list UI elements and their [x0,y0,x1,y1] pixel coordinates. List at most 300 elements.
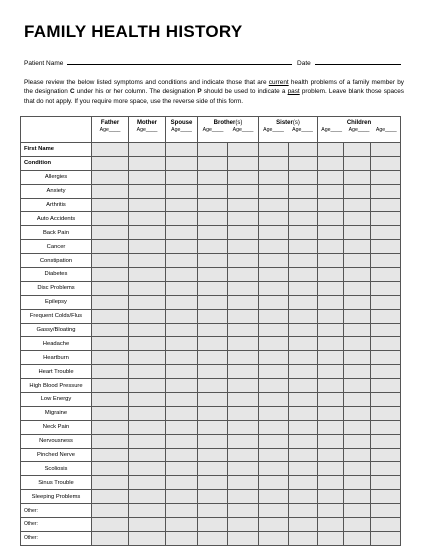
entry-cell[interactable] [344,462,371,476]
entry-cell[interactable] [259,226,289,240]
entry-cell[interactable] [344,240,371,254]
entry-cell[interactable] [344,226,371,240]
entry-cell[interactable] [228,295,259,309]
entry-cell[interactable] [289,281,318,295]
entry-cell[interactable] [344,379,371,393]
entry-cell[interactable] [129,309,166,323]
entry-cell[interactable] [318,379,344,393]
entry-cell[interactable] [318,420,344,434]
entry-cell[interactable] [129,518,166,532]
entry-cell[interactable] [92,476,129,490]
entry-cell[interactable] [371,504,401,518]
entry-cell[interactable] [166,476,198,490]
entry-cell[interactable] [318,406,344,420]
condition-row [21,379,401,393]
entry-cell[interactable] [198,518,228,532]
entry-cell[interactable] [289,198,318,212]
entry-cell[interactable] [259,184,289,198]
entry-cell[interactable] [259,170,289,184]
entry-cell[interactable] [318,365,344,379]
entry-cell[interactable] [166,212,198,226]
history-table [20,116,401,546]
entry-cell[interactable] [92,309,129,323]
entry-cell[interactable] [371,309,401,323]
entry-cell[interactable] [371,337,401,351]
entry-cell[interactable] [371,448,401,462]
entry-cell[interactable] [129,295,166,309]
entry-cell[interactable] [289,476,318,490]
entry-cell[interactable] [259,295,289,309]
entry-cell[interactable] [198,184,228,198]
entry-cell[interactable] [318,295,344,309]
entry-cell[interactable] [259,365,289,379]
entry-cell[interactable] [92,518,129,532]
entry-cell[interactable] [371,420,401,434]
entry-cell[interactable] [371,351,401,365]
entry-cell[interactable] [166,379,198,393]
entry-cell[interactable] [92,268,129,282]
entry-cell[interactable] [289,406,318,420]
entry-cell[interactable] [129,406,166,420]
entry-cell[interactable] [318,462,344,476]
entry-cell[interactable] [259,337,289,351]
entry-cell[interactable] [318,434,344,448]
entry-cell[interactable] [289,393,318,407]
entry-cell[interactable] [198,337,228,351]
entry-cell[interactable] [198,504,228,518]
entry-cell[interactable] [228,156,259,170]
entry-cell[interactable] [166,226,198,240]
entry-cell[interactable] [92,531,129,545]
entry-cell[interactable] [129,268,166,282]
entry-cell[interactable] [318,226,344,240]
entry-cell[interactable] [92,490,129,504]
entry-cell[interactable] [259,240,289,254]
entry-cell[interactable] [129,393,166,407]
entry-cell[interactable] [318,184,344,198]
entry-cell[interactable] [371,323,401,337]
entry-cell[interactable] [344,184,371,198]
entry-cell[interactable] [344,156,371,170]
entry-cell[interactable] [228,351,259,365]
entry-cell[interactable] [318,351,344,365]
row-label: Back Pain [21,226,92,240]
entry-cell[interactable] [129,212,166,226]
entry-cell[interactable] [129,281,166,295]
entry-cell[interactable] [92,365,129,379]
entry-cell[interactable] [344,434,371,448]
entry-cell[interactable] [92,393,129,407]
entry-cell[interactable] [228,337,259,351]
entry-cell[interactable] [371,254,401,268]
entry-cell[interactable] [166,309,198,323]
entry-cell[interactable] [198,170,228,184]
entry-cell[interactable] [371,531,401,545]
entry-cell[interactable] [166,323,198,337]
entry-cell[interactable] [371,434,401,448]
entry-cell[interactable] [198,281,228,295]
entry-cell[interactable] [371,379,401,393]
entry-cell[interactable] [198,268,228,282]
entry-cell[interactable] [289,504,318,518]
entry-cell[interactable] [228,406,259,420]
entry-cell[interactable] [259,476,289,490]
entry-cell[interactable] [289,212,318,226]
entry-cell[interactable] [228,490,259,504]
entry-cell[interactable] [198,309,228,323]
entry-cell[interactable] [259,434,289,448]
entry-cell[interactable] [166,365,198,379]
entry-cell[interactable] [92,295,129,309]
entry-cell[interactable] [289,518,318,532]
entry-cell[interactable] [344,198,371,212]
entry-cell[interactable] [198,476,228,490]
entry-cell[interactable] [259,156,289,170]
entry-cell[interactable] [228,379,259,393]
entry-cell[interactable] [371,226,401,240]
entry-cell[interactable] [371,240,401,254]
entry-cell[interactable] [166,531,198,545]
entry-cell[interactable] [371,295,401,309]
entry-cell[interactable] [228,268,259,282]
entry-cell[interactable] [92,156,129,170]
date-field[interactable] [315,58,401,65]
entry-cell[interactable] [344,143,371,157]
entry-cell[interactable] [259,351,289,365]
entry-cell[interactable] [166,406,198,420]
entry-cell[interactable] [318,518,344,532]
entry-cell[interactable] [344,365,371,379]
entry-cell[interactable] [129,143,166,157]
entry-cell[interactable] [318,143,344,157]
entry-cell[interactable] [166,420,198,434]
entry-cell[interactable] [259,143,289,157]
entry-cell[interactable] [289,309,318,323]
entry-cell[interactable] [92,462,129,476]
entry-cell[interactable] [92,379,129,393]
entry-cell[interactable] [318,268,344,282]
entry-cell[interactable] [371,143,401,157]
other-row [21,504,401,518]
entry-cell[interactable] [318,156,344,170]
entry-cell[interactable] [289,448,318,462]
entry-cell[interactable] [92,281,129,295]
entry-cell[interactable] [344,281,371,295]
entry-cell[interactable] [289,531,318,545]
entry-cell[interactable] [166,240,198,254]
entry-cell[interactable] [344,420,371,434]
entry-cell[interactable] [289,351,318,365]
entry-cell[interactable] [129,351,166,365]
entry-cell[interactable] [198,393,228,407]
entry-cell[interactable] [318,393,344,407]
entry-cell[interactable] [318,240,344,254]
entry-cell[interactable] [92,240,129,254]
entry-cell[interactable] [289,226,318,240]
entry-cell[interactable] [92,351,129,365]
entry-cell[interactable] [166,504,198,518]
entry-cell[interactable] [318,476,344,490]
entry-cell[interactable] [228,323,259,337]
entry-cell[interactable] [166,170,198,184]
entry-cell[interactable] [344,351,371,365]
entry-cell[interactable] [228,212,259,226]
entry-cell[interactable] [259,212,289,226]
entry-cell[interactable] [371,212,401,226]
entry-cell[interactable] [92,337,129,351]
entry-cell[interactable] [129,448,166,462]
entry-cell[interactable] [344,309,371,323]
entry-cell[interactable] [259,448,289,462]
entry-cell[interactable] [166,448,198,462]
entry-cell[interactable] [371,518,401,532]
entry-cell[interactable] [289,184,318,198]
entry-cell[interactable] [92,212,129,226]
entry-cell[interactable] [344,268,371,282]
row-condition [21,156,401,170]
entry-cell[interactable] [289,365,318,379]
entry-cell[interactable] [92,504,129,518]
entry-cell[interactable] [344,212,371,226]
entry-cell[interactable] [318,504,344,518]
entry-cell[interactable] [259,504,289,518]
entry-cell[interactable] [259,268,289,282]
entry-cell[interactable] [166,393,198,407]
entry-cell[interactable] [92,143,129,157]
entry-cell[interactable] [166,490,198,504]
entry-cell[interactable] [228,184,259,198]
entry-cell[interactable] [289,434,318,448]
condition-row [21,309,401,323]
entry-cell[interactable] [318,198,344,212]
entry-cell[interactable] [259,490,289,504]
entry-cell[interactable] [129,184,166,198]
entry-cell[interactable] [228,434,259,448]
entry-cell[interactable] [259,518,289,532]
entry-cell[interactable] [318,309,344,323]
entry-cell[interactable] [92,420,129,434]
entry-cell[interactable] [198,490,228,504]
patient-name-field[interactable] [67,58,292,65]
entry-cell[interactable] [318,448,344,462]
entry-cell[interactable] [228,504,259,518]
entry-cell[interactable] [166,351,198,365]
entry-cell[interactable] [344,295,371,309]
entry-cell[interactable] [129,420,166,434]
entry-cell[interactable] [92,226,129,240]
entry-cell[interactable] [166,156,198,170]
entry-cell[interactable] [129,254,166,268]
entry-cell[interactable] [198,379,228,393]
entry-cell[interactable] [259,420,289,434]
entry-cell[interactable] [198,156,228,170]
entry-cell[interactable] [318,281,344,295]
entry-cell[interactable] [129,504,166,518]
entry-cell[interactable] [129,365,166,379]
entry-cell[interactable] [289,143,318,157]
entry-cell[interactable] [318,490,344,504]
entry-cell[interactable] [166,281,198,295]
condition-row [21,365,401,379]
entry-cell[interactable] [92,434,129,448]
entry-cell[interactable] [371,156,401,170]
entry-cell[interactable] [198,434,228,448]
entry-cell[interactable] [129,240,166,254]
entry-cell[interactable] [129,462,166,476]
entry-cell[interactable] [344,490,371,504]
entry-cell[interactable] [228,448,259,462]
entry-cell[interactable] [228,198,259,212]
entry-cell[interactable] [228,281,259,295]
entry-cell[interactable] [259,198,289,212]
entry-cell[interactable] [289,170,318,184]
entry-cell[interactable] [371,268,401,282]
entry-cell[interactable] [198,198,228,212]
entry-cell[interactable] [259,309,289,323]
entry-cell[interactable] [198,240,228,254]
entry-cell[interactable] [228,143,259,157]
entry-cell[interactable] [344,504,371,518]
entry-cell[interactable] [129,170,166,184]
entry-cell[interactable] [344,337,371,351]
entry-cell[interactable] [259,379,289,393]
entry-cell[interactable] [129,434,166,448]
entry-cell[interactable] [92,254,129,268]
entry-cell[interactable] [198,226,228,240]
entry-cell[interactable] [166,268,198,282]
entry-cell[interactable] [344,448,371,462]
entry-cell[interactable] [228,476,259,490]
entry-cell[interactable] [371,281,401,295]
entry-cell[interactable] [371,170,401,184]
entry-cell[interactable] [344,323,371,337]
entry-cell[interactable] [344,170,371,184]
entry-cell[interactable] [166,254,198,268]
entry-cell[interactable] [129,323,166,337]
entry-cell[interactable] [129,337,166,351]
entry-cell[interactable] [129,156,166,170]
entry-cell[interactable] [198,365,228,379]
entry-cell[interactable] [228,226,259,240]
entry-cell[interactable] [344,518,371,532]
entry-cell[interactable] [198,323,228,337]
entry-cell[interactable] [289,295,318,309]
entry-cell[interactable] [371,184,401,198]
entry-cell[interactable] [129,490,166,504]
entry-cell[interactable] [198,212,228,226]
entry-cell[interactable] [166,518,198,532]
entry-cell[interactable] [289,490,318,504]
entry-cell[interactable] [166,143,198,157]
entry-cell[interactable] [198,448,228,462]
entry-cell[interactable] [371,393,401,407]
entry-cell[interactable] [371,490,401,504]
entry-cell[interactable] [318,337,344,351]
entry-cell[interactable] [289,420,318,434]
entry-cell[interactable] [129,476,166,490]
entry-cell[interactable] [198,531,228,545]
entry-cell[interactable] [344,476,371,490]
entry-cell[interactable] [166,295,198,309]
entry-cell[interactable] [259,254,289,268]
entry-cell[interactable] [344,254,371,268]
entry-cell[interactable] [92,184,129,198]
entry-cell[interactable] [129,198,166,212]
entry-cell[interactable] [289,323,318,337]
entry-cell[interactable] [371,476,401,490]
entry-cell[interactable] [289,254,318,268]
entry-cell[interactable] [92,170,129,184]
entry-cell[interactable] [259,462,289,476]
entry-cell[interactable] [259,281,289,295]
entry-cell[interactable] [198,254,228,268]
entry-cell[interactable] [198,406,228,420]
entry-cell[interactable] [371,406,401,420]
entry-cell[interactable] [259,531,289,545]
entry-cell[interactable] [92,198,129,212]
entry-cell[interactable] [198,351,228,365]
entry-cell[interactable] [129,379,166,393]
entry-cell[interactable] [289,337,318,351]
entry-cell[interactable] [289,379,318,393]
entry-cell[interactable] [228,518,259,532]
entry-cell[interactable] [344,406,371,420]
entry-cell[interactable] [371,365,401,379]
entry-cell[interactable] [318,170,344,184]
entry-cell[interactable] [318,323,344,337]
entry-cell[interactable] [166,184,198,198]
entry-cell[interactable] [289,268,318,282]
entry-cell[interactable] [198,420,228,434]
entry-cell[interactable] [228,462,259,476]
entry-cell[interactable] [228,393,259,407]
entry-cell[interactable] [371,198,401,212]
entry-cell[interactable] [166,198,198,212]
entry-cell[interactable] [289,156,318,170]
entry-cell[interactable] [92,448,129,462]
entry-cell[interactable] [259,323,289,337]
entry-cell[interactable] [228,365,259,379]
entry-cell[interactable] [228,309,259,323]
entry-cell[interactable] [166,434,198,448]
entry-cell[interactable] [318,212,344,226]
entry-cell[interactable] [371,462,401,476]
entry-cell[interactable] [259,393,289,407]
entry-cell[interactable] [198,295,228,309]
entry-cell[interactable] [289,462,318,476]
entry-cell[interactable] [166,337,198,351]
entry-cell[interactable] [318,531,344,545]
entry-cell[interactable] [92,406,129,420]
entry-cell[interactable] [228,531,259,545]
entry-cell[interactable] [228,420,259,434]
patient-line [24,58,404,67]
entry-cell[interactable] [129,226,166,240]
entry-cell[interactable] [228,240,259,254]
entry-cell[interactable] [198,143,228,157]
entry-cell[interactable] [259,406,289,420]
entry-cell[interactable] [228,170,259,184]
entry-cell[interactable] [318,254,344,268]
entry-cell[interactable] [92,323,129,337]
entry-cell[interactable] [228,254,259,268]
entry-cell[interactable] [129,531,166,545]
entry-cell[interactable] [198,462,228,476]
entry-cell[interactable] [344,531,371,545]
entry-cell[interactable] [166,462,198,476]
entry-cell[interactable] [289,240,318,254]
entry-cell[interactable] [344,393,371,407]
